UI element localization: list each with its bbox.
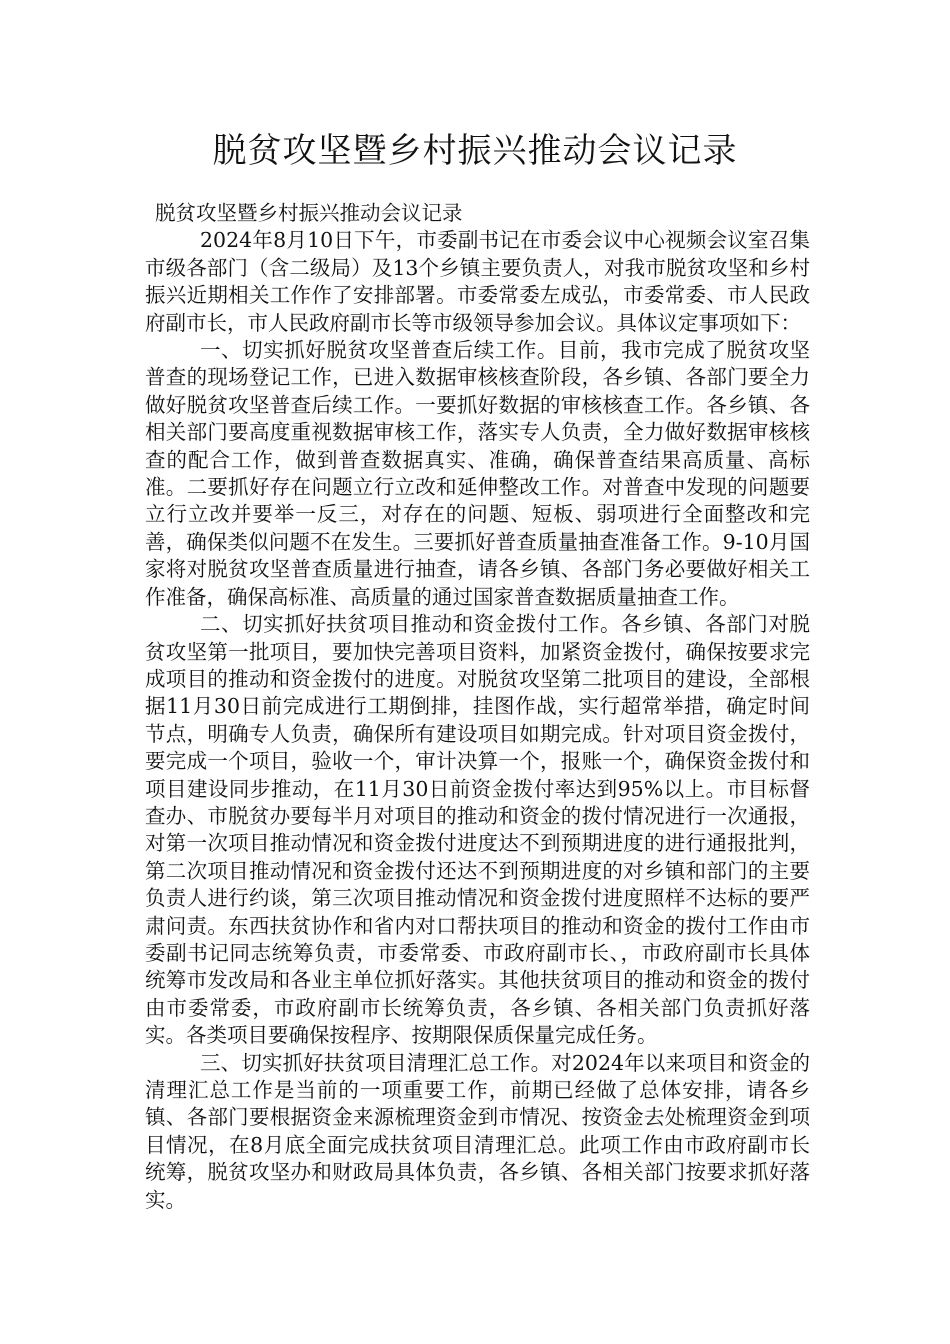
document-subtitle: 脱贫攻坚暨乡村振兴推动会议记录 (155, 201, 463, 225)
paragraph-item-2: 二、切实抓好扶贫项目推动和资金拨付工作。各乡镇、各部门对脱贫攻坚第一批项目，要加快完善项目资料，加紧资金拨付，确保按要求完成项目的推动和资金拨付的进度。对脱贫攻坚第二批项目的建设，全部根据11月30日前完成进行工期倒排，挂图作战，实行超常举措，确定时间节点，明确专人负责，确保所有建设项目如期完成。针对项目资金拨付，要完成一个项目，验收一个，审计决算一个，报账一个，确保资金拨付和项目建设同步推动，在11月30日前资金拨付率达到95%以上。市目标督查办、市脱贫办要每半月对项目的推动和资金的拨付情况进行一次通报，对第一次项目推动情况和资金拨付进度达不到预期进度的进行通报批判，第二次项目推动情况和资金拨付还达不到预期进度的对乡镇和部门的主要负责人进行约谈，第三次项目推动情况和资金拨付进度照样不达标的要严肃问责。东西扶贫协作和省内对口帮扶项目的推动和资金的拨付工作由市委副书记同志统筹负责，市委常委、市政府副市长、，市政府副市长具体统筹市发改局和各业主单位抓好落实。其他扶贫项目的推动和资金的拨付由市委常委，市政府副市长统筹负责，各乡镇、各相关部门负责抓好落实。各类项目要确保按程序、按期限保质保量完成任务。 (145, 612, 810, 1048)
paragraph-intro: 2024年8月10日下午，市委副书记在市委会议中心视频会议室召集市级各部门（含二级局）及13个乡镇主要负责人，对我市脱贫攻坚和乡村振兴近期相关工作作了安排部署。市委常委左成弘，市委常委、市人民政府副市长，市人民政府副市长等市级领导参加会议。具体议定事项如下： (145, 228, 810, 335)
paragraph-item-3: 三、切实抓好扶贫项目清理汇总工作。对2024年以来项目和资金的清理汇总工作是当前的一项重要工作，前期已经做了总体安排，请各乡镇、各部门要根据资金来源梳理资金到市情况、按资金去处梳理资金到项目情况，在8月底全面完成扶贫项目清理汇总。此项工作由市政府副市长统筹，脱贫攻坚办和财政局具体负责，各乡镇、各相关部门按要求抓好落实。 (145, 1050, 810, 1212)
document-body (145, 200, 810, 1214)
document-title: 脱贫攻坚暨乡村振兴推动会议记录 (212, 131, 738, 171)
paragraph-item-1: 一、切实抓好脱贫攻坚普查后续工作。目前，我市完成了脱贫攻坚普查的现场登记工作，已进入数据审核核查阶段，各乡镇、各部门要全力做好脱贫攻坚普查后续工作。一要抓好数据的审核核查工作。各乡镇、各相关部门要高度重视数据审核工作，落实专人负责，全力做好数据审核核查的配合工作，做到普查数据真实、准确，确保普查结果高质量、高标准。二要抓好存在问题立行立改和延伸整改工作。对普查中发现的问题要立行立改并要举一反三，对存在的问题、短板、弱项进行全面整改和完善，确保类似问题不在发生。三要抓好普查质量抽查准备工作。9-10月国家将对脱贫攻坚普查质量进行抽查，请各乡镇、各部门务必要做好相关工作准备，确保高标准、高质量的通过国家普查数据质量抽查工作。 (145, 338, 810, 609)
